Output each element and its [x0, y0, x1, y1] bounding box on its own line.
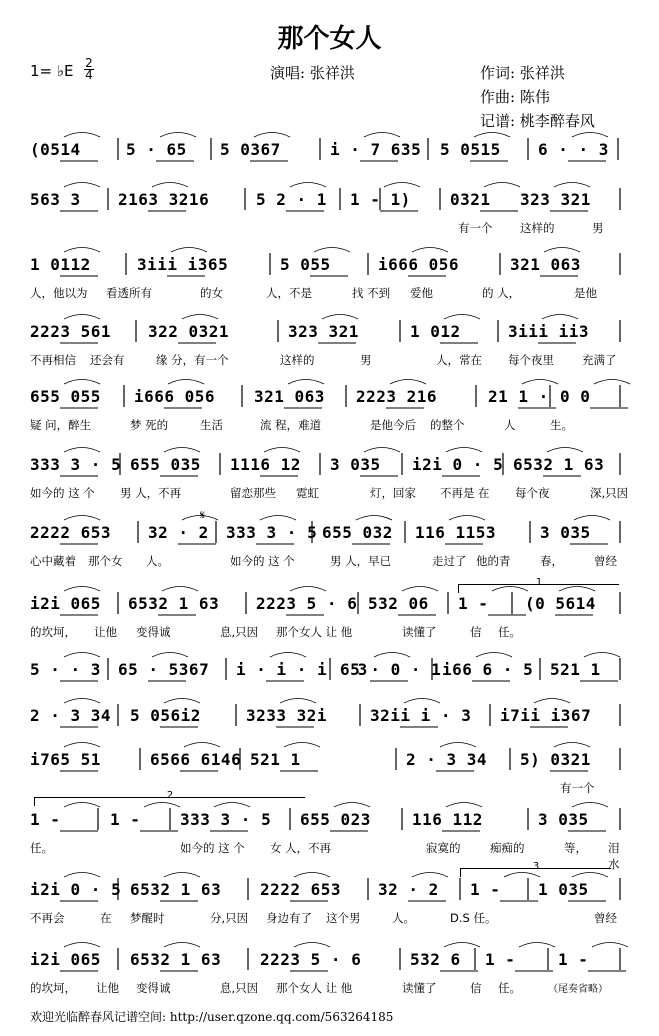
notes-row	[30, 140, 630, 162]
measure-notes: 563 3	[30, 190, 81, 209]
lyric-fragment: 男	[360, 353, 372, 367]
measure-notes: i · 7 635	[330, 140, 422, 159]
lyric-fragment: 缘 分，有一个	[156, 353, 229, 367]
lyricist-credit: 作词: 张祥洪	[480, 64, 565, 82]
slur	[64, 248, 100, 253]
measure-notes: 116 1153	[415, 523, 497, 542]
measure-notes: 3 035	[538, 810, 589, 829]
lyric-fragment: 这个男	[326, 911, 361, 925]
slur	[64, 315, 100, 320]
lyric-fragment: D.S 任。	[450, 911, 497, 925]
lyric-fragment: 看透所有	[106, 286, 152, 300]
measure-notes: 5 055	[280, 255, 331, 274]
lyrics-row	[30, 624, 630, 640]
volta-number: 2	[166, 790, 174, 801]
lyric-fragment: 的坎坷，	[30, 625, 76, 639]
slur	[474, 133, 510, 138]
measure-notes: 321 063	[510, 255, 581, 274]
lyric-fragment: 息,只因	[220, 625, 259, 639]
slur	[522, 380, 558, 385]
lyric-fragment: 爱他	[410, 286, 433, 300]
lyric-fragment: 找 不到	[352, 286, 391, 300]
song-title: 那个女人	[277, 24, 382, 54]
slur	[168, 380, 204, 385]
measure-notes: i666 056	[134, 387, 216, 406]
slur	[290, 587, 326, 592]
slur	[162, 587, 198, 592]
measure-notes: 1116 12	[230, 455, 301, 474]
lyric-fragment: 他的青	[476, 554, 511, 568]
measure-notes: 2163 3216	[118, 190, 210, 209]
slur	[534, 699, 570, 704]
slur	[384, 183, 420, 188]
slur	[572, 133, 608, 138]
volta-number: 1	[535, 577, 543, 588]
slur	[314, 248, 350, 253]
slur	[484, 183, 520, 188]
notes-row	[30, 594, 630, 616]
slur	[64, 873, 100, 878]
lyric-fragment: 梦 死的	[130, 418, 169, 432]
lyric-fragment: 人	[504, 418, 516, 432]
lyrics-row	[30, 485, 630, 501]
slur	[412, 873, 448, 878]
volta-bracket	[458, 577, 619, 593]
lyric-fragment: 那个女	[88, 554, 123, 568]
notes-row	[30, 880, 630, 902]
segno-sign: 𝄋	[200, 508, 206, 522]
notes-row	[30, 255, 630, 277]
lyric-fragment: 生。	[550, 418, 573, 432]
notes-row	[30, 455, 630, 477]
time-signature-top: 2	[85, 56, 93, 70]
lyric-fragment: 变得诚	[136, 981, 171, 995]
slur	[64, 943, 100, 948]
slur	[64, 743, 100, 748]
key-signature: 1= ♭E	[30, 62, 74, 80]
lyric-fragment: 那个女人 让 他	[276, 981, 353, 995]
slur	[270, 653, 306, 658]
lyrics-row	[30, 840, 630, 871]
measure-notes: 3iii ii3	[508, 322, 590, 341]
measure-notes: 2223 561	[30, 322, 112, 341]
lyric-fragment: 人，他以为	[30, 286, 88, 300]
measure-notes: 2223 5 · 6	[256, 594, 358, 613]
lyric-fragment: 女 人，不再	[270, 841, 332, 855]
slur	[374, 653, 410, 658]
slur	[444, 315, 480, 320]
lyric-fragment: 春，	[540, 554, 563, 568]
slur	[254, 133, 290, 138]
slur	[412, 248, 448, 253]
measure-notes: 5 · · 3	[30, 660, 101, 679]
notes-row	[30, 810, 630, 832]
lyric-fragment: 让他	[96, 981, 119, 995]
slur	[404, 699, 440, 704]
measure-notes: 655 035	[130, 455, 201, 474]
notes-row	[30, 706, 630, 728]
footer-text: 欢迎光临醉春风记谱空间: http://user.qzone.qq.com/563264185	[30, 1010, 394, 1024]
measure-notes: 655 032	[322, 523, 393, 542]
lyric-fragment: 的坎坷，	[30, 981, 76, 995]
lyric-fragment: 疑 问，醉生	[30, 418, 92, 432]
measure-notes: 655 055	[30, 387, 101, 406]
transcriber-credit: 记谱: 桃李醉春风	[480, 112, 595, 130]
slur	[322, 315, 358, 320]
measure-notes: 32 · 2	[378, 880, 439, 899]
measure-notes: 2 · 3 34	[30, 706, 112, 725]
lyric-fragment: 变得诚	[136, 625, 171, 639]
lyric-fragment: 是他	[574, 286, 597, 300]
measure-notes: 5 2 · 1	[256, 190, 327, 209]
measure-notes: 2 · 3 34	[406, 750, 488, 769]
lyric-fragment: 流 程，难道	[260, 418, 322, 432]
notes-row	[30, 387, 630, 409]
volta-number: 3	[532, 861, 540, 872]
tail-note: （尾奏省略）	[548, 984, 608, 995]
measure-notes: 5 · 65	[126, 140, 187, 159]
measure-notes: 5 056i2	[130, 706, 201, 725]
lyric-fragment: 如今的 这 个	[180, 841, 245, 855]
slur	[284, 743, 320, 748]
lyric-fragment: 深,只因	[590, 486, 629, 500]
slur	[446, 803, 482, 808]
lyric-fragment: 男 人，不再	[120, 486, 182, 500]
slur	[542, 315, 578, 320]
lyric-fragment: 生活	[200, 418, 223, 432]
notes-row	[30, 750, 630, 772]
notes-row	[30, 322, 630, 344]
measure-notes: 21 1 ·	[488, 387, 549, 406]
notes-row	[30, 523, 630, 545]
slur	[182, 315, 218, 320]
slur	[64, 516, 100, 521]
measure-notes: i7ii i367	[500, 706, 592, 725]
measure-notes: 321 063	[254, 387, 325, 406]
lyrics-row	[30, 553, 630, 569]
lyric-fragment: 曾经	[594, 911, 617, 925]
measure-notes: 5) 0321	[520, 750, 591, 769]
singer-credit: 演唱: 张祥洪	[270, 64, 355, 82]
measure-notes: 32ii i · 3	[370, 706, 472, 725]
slur	[547, 448, 583, 453]
lyric-fragment: 留恋那些	[230, 486, 276, 500]
time-signature-bottom: 4	[85, 68, 93, 82]
slur	[584, 653, 620, 658]
measure-notes: 0321	[450, 190, 491, 209]
measure-notes: 1 -	[458, 594, 489, 613]
lyric-fragment: 是他今后	[370, 418, 416, 432]
slur	[364, 133, 400, 138]
slur	[64, 653, 100, 658]
slur	[364, 448, 400, 453]
lyric-fragment: 痴痴的	[490, 841, 525, 855]
measure-notes: 3 035	[330, 455, 381, 474]
measure-notes: 521 1	[250, 750, 301, 769]
lyric-fragment: 灯，回家	[370, 486, 416, 500]
measure-notes: 116 112	[412, 810, 483, 829]
lyric-fragment: 任。	[30, 841, 53, 855]
measure-notes: 3 035	[540, 523, 591, 542]
lyrics-row	[30, 980, 630, 996]
measure-notes: 322 0321	[148, 322, 230, 341]
slur	[334, 803, 370, 808]
lyric-fragment: 有一个	[458, 221, 493, 235]
measure-notes: i666 056	[378, 255, 460, 274]
lyric-fragment: 人。	[146, 554, 169, 568]
lyrics-row	[30, 352, 630, 368]
time-signature	[84, 58, 94, 81]
lyric-fragment: 充满了	[582, 353, 617, 367]
slur	[449, 516, 485, 521]
measure-notes: 0 0	[560, 387, 591, 406]
measure-notes: 32 · 2	[148, 523, 209, 542]
lyrics-row	[30, 220, 630, 236]
lyric-fragment: 有一个	[560, 781, 595, 795]
measure-notes: 1 -	[470, 880, 501, 899]
notes-row	[30, 950, 630, 972]
measure-notes: 333 3 · 5	[226, 523, 318, 542]
measure-notes: 2222 653	[30, 523, 112, 542]
lyric-fragment: 人。	[392, 911, 415, 925]
lyric-fragment: 男 人，早已	[330, 554, 392, 568]
notes-row	[30, 660, 630, 682]
slur	[390, 380, 426, 385]
measure-notes: i66 6 · 5	[442, 660, 534, 679]
slur	[294, 873, 330, 878]
measure-notes: 655 023	[300, 810, 371, 829]
measure-notes: 1 0112	[30, 255, 91, 274]
slur	[152, 653, 188, 658]
lyric-fragment: 的女	[200, 286, 223, 300]
slur	[440, 743, 476, 748]
lyric-fragment: 这样的	[520, 221, 555, 235]
measure-notes: 1 -	[30, 810, 61, 829]
slur	[164, 873, 200, 878]
slur	[594, 380, 630, 385]
lyric-fragment: 不再相信	[30, 353, 76, 367]
lyric-fragment: 的整个	[430, 418, 465, 432]
lyric-fragment: 每个夜	[515, 486, 550, 500]
slur	[160, 133, 196, 138]
measure-notes: 333 3 · 5	[180, 810, 272, 829]
volta-bracket	[460, 861, 611, 877]
lyric-fragment: 心中藏着	[30, 554, 76, 568]
volta-bracket	[34, 790, 305, 806]
measure-notes: i2i 065	[30, 950, 101, 969]
slur	[164, 699, 200, 704]
lyric-fragment: 分,只因	[210, 911, 249, 925]
lyric-fragment: 如今的 这 个	[30, 486, 95, 500]
slur	[446, 448, 482, 453]
slur	[519, 943, 555, 948]
lyric-fragment: 每个夜里	[508, 353, 554, 367]
lyric-fragment: 人，常在	[436, 353, 482, 367]
lyric-fragment: 人，不是	[266, 286, 312, 300]
slur	[288, 380, 324, 385]
measure-notes: 6532 1 63	[130, 880, 222, 899]
slur	[64, 699, 100, 704]
slur	[290, 183, 326, 188]
measure-notes: (0514	[30, 140, 81, 159]
composer-credit: 作曲: 陈伟	[480, 88, 550, 106]
slur	[164, 943, 200, 948]
slur	[184, 743, 220, 748]
lyric-fragment: 如今的 这 个	[230, 554, 295, 568]
measure-notes: 532 06	[368, 594, 429, 613]
lyric-fragment: 霓虹	[296, 486, 319, 500]
measure-notes: 2223 5 · 6	[260, 950, 362, 969]
slur	[294, 943, 330, 948]
lyric-fragment: 等，	[564, 841, 587, 855]
measure-notes: 3233 32i	[246, 706, 328, 725]
measure-notes: 1 012	[410, 322, 461, 341]
measure-notes: 2222 653	[260, 880, 342, 899]
lyric-fragment: 不再是	[440, 486, 475, 500]
lyric-fragment: 曾经	[594, 554, 617, 568]
measure-notes: i · i · i · 3	[236, 660, 368, 679]
measure-notes: 6532 1 63	[130, 950, 222, 969]
slur	[574, 516, 610, 521]
lyric-fragment: 身边有了	[266, 911, 312, 925]
slur	[64, 587, 100, 592]
lyric-fragment: 梦醒时	[130, 911, 165, 925]
measure-notes: i765 51	[30, 750, 101, 769]
measure-notes: 1 035	[538, 880, 589, 899]
measure-notes: 3iii i365	[137, 255, 229, 274]
lyric-fragment: 不再会	[30, 911, 65, 925]
measure-notes: 1 -	[558, 950, 589, 969]
lyric-fragment: 走过了	[432, 554, 467, 568]
measure-notes: 5 0515	[440, 140, 501, 159]
slur	[444, 943, 480, 948]
slur	[64, 380, 100, 385]
measure-notes: (0 5614	[525, 594, 596, 613]
measure-notes: 521 1	[550, 660, 601, 679]
slur	[476, 653, 512, 658]
measure-notes: i2i 0 · 5	[30, 880, 122, 899]
slur	[280, 699, 316, 704]
measure-notes: i2i 065	[30, 594, 101, 613]
slur	[171, 248, 207, 253]
lyric-fragment: 任。	[498, 625, 521, 639]
lyrics-row	[30, 285, 630, 301]
lyric-fragment: 在	[100, 911, 112, 925]
lyric-fragment: 寂寞的	[426, 841, 461, 855]
measure-notes: 323 321	[288, 322, 359, 341]
measure-notes: 65 · 0 · 1	[340, 660, 442, 679]
lyric-fragment: 信	[470, 625, 482, 639]
slur	[544, 248, 580, 253]
measure-notes: 323 321	[520, 190, 591, 209]
lyrics-row	[30, 780, 630, 796]
lyric-fragment: 读懂了	[402, 625, 437, 639]
lyric-fragment: 的 人，	[482, 286, 521, 300]
measure-notes: 532 6	[410, 950, 461, 969]
measure-notes: 1 -	[110, 810, 141, 829]
slur	[554, 183, 590, 188]
notes-row	[30, 190, 630, 212]
lyric-fragment: 那个女人 让 他	[276, 625, 353, 639]
slur	[164, 448, 200, 453]
slur	[64, 183, 100, 188]
measure-notes: 1 -	[485, 950, 516, 969]
slur	[402, 587, 438, 592]
lyric-fragment: 这样的	[280, 353, 315, 367]
measure-notes: 333 3 · 5	[30, 455, 122, 474]
lyric-fragment: 还会有	[90, 353, 125, 367]
lyric-fragment: 男	[592, 221, 604, 235]
slur	[152, 183, 188, 188]
measure-notes: 2223 216	[356, 387, 438, 406]
slur	[64, 133, 100, 138]
measure-notes: i2i 0 · 5	[412, 455, 504, 474]
lyric-fragment: 息,只因	[220, 981, 259, 995]
slur	[572, 803, 608, 808]
lyrics-row	[30, 417, 630, 433]
lyric-fragment: 在	[478, 486, 490, 500]
measure-notes: 65 · 5367	[118, 660, 210, 679]
slur	[554, 743, 590, 748]
lyric-fragment: 读懂了	[402, 981, 437, 995]
measure-notes: 6566 6146	[150, 750, 242, 769]
measure-notes: 6532 1 63	[128, 594, 220, 613]
measure-notes: 6532 1 63	[513, 455, 605, 474]
slur	[260, 516, 296, 521]
slur	[264, 448, 300, 453]
lyric-fragment: 任。	[498, 981, 521, 995]
lyric-fragment: 让他	[94, 625, 117, 639]
lyric-fragment: 泪水	[608, 841, 620, 871]
measure-notes: 5 0367	[220, 140, 281, 159]
slur	[592, 943, 628, 948]
slur	[356, 516, 392, 521]
measure-notes: 1 - 1)	[350, 190, 411, 209]
slur	[64, 448, 100, 453]
lyric-fragment: 信	[470, 981, 482, 995]
lyrics-row	[30, 910, 630, 926]
measure-notes: 6 · · 3	[538, 140, 609, 159]
